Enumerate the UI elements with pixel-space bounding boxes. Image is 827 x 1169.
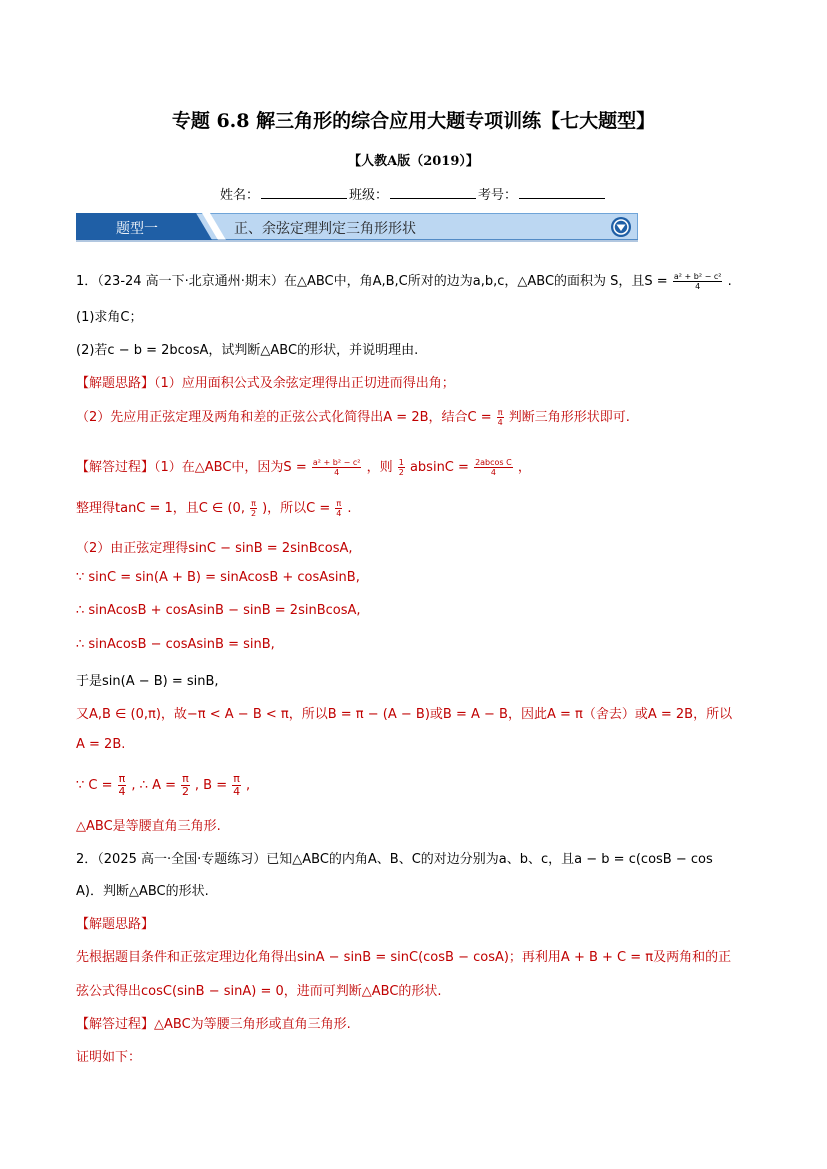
text: ，则 [366, 460, 393, 475]
q1-process-2 [76, 497, 352, 518]
q1-thought-1: 【解题思路】（1）应用面积公式及余弦定理得出正切进而得出角； [76, 376, 455, 391]
text: , B = [194, 778, 228, 793]
frac-num: π [118, 772, 126, 785]
q1-process-9: A = 2B. [76, 737, 126, 752]
text: , ∴ A = [131, 778, 177, 793]
frac-den: 4 [490, 468, 496, 477]
q1-process-8: 又A,B ∈ (0,π)，故−π < A − B < π，所以B = π − (A − B)或B = A − B，因此A = π（舍去）或A = 2B，所以 [76, 707, 733, 722]
class-blank[interactable] [390, 184, 476, 199]
text: 【解答过程】（1）在△ABC中，因为S = [76, 460, 307, 475]
exam-number-label: 考号： [478, 188, 518, 203]
q1-thought-2-fraction [497, 408, 504, 427]
frac-num: π [497, 408, 503, 417]
frac-num: π [233, 772, 240, 785]
exam-number-blank[interactable] [519, 184, 605, 199]
q1-stem-frac-num: a² + b² − c² [673, 272, 722, 281]
text: ∵ C = [76, 778, 113, 793]
q1-stem-fraction [673, 272, 723, 291]
name-label: 姓名： [220, 188, 260, 203]
text: 整理得tanC = 1，且C ∈ (0, [76, 501, 245, 516]
frac-num: 1 [398, 458, 404, 467]
q1-stem-end: . [727, 274, 732, 289]
q1-process-11: △ABC是等腰直角三角形. [76, 819, 221, 834]
q2-stem-2: A)．判断△ABC的形状. [76, 884, 209, 899]
edition-subtitle: 【人教A版（2019）】 [348, 154, 479, 169]
q1-process-5: ∴ sinAcosB + cosAsinB − sinB = 2sinBcosA, [76, 603, 361, 618]
q1-thought-2 [76, 406, 630, 427]
class-label: 班级： [349, 188, 389, 203]
frac-den: 2 [250, 509, 257, 518]
q1-thought-2-text-b: 判断三角形形状即可. [508, 410, 630, 425]
fraction [250, 499, 257, 518]
frac-den: 4 [336, 509, 342, 518]
fraction [335, 499, 342, 518]
text: ， [517, 460, 531, 475]
frac-num: π [336, 499, 342, 508]
q2-thought-2: 弦公式得出cosC(sinB − sinA) = 0，进而可判断△ABC的形状. [76, 984, 442, 999]
banner-type-label: 题型一 [116, 221, 158, 237]
frac-num: 2abcos C [475, 458, 512, 467]
fraction [181, 773, 190, 798]
fraction [474, 458, 513, 477]
q1-process-6: ∴ sinAcosB − cosAsinB = sinB, [76, 637, 275, 652]
text: absinC = [409, 460, 469, 475]
q1-process-7: 于是sin(A − B) = sinB, [76, 674, 219, 689]
q1-process-10 [76, 773, 250, 798]
name-blank[interactable] [261, 184, 347, 199]
question-type-banner [76, 213, 638, 242]
fraction [232, 773, 241, 798]
frac-num: π [182, 772, 189, 785]
page-title: 专题 6.8 解三角形的综合应用大题专项训练【七大题型】 [171, 110, 656, 132]
student-info-fields [220, 184, 607, 203]
q1-thought-2-text-a: （2）先应用正弦定理及两角和差的正弦公式化简得出A = 2B，结合C = [76, 410, 492, 425]
fraction [398, 458, 405, 477]
text: )，所以C = [262, 501, 331, 516]
text: , [246, 778, 251, 793]
frac-den: 4 [334, 468, 340, 477]
frac-den: 4 [118, 785, 126, 798]
q1-process-1 [76, 456, 531, 477]
q1-process-4: ∵ sinC = sin(A + B) = sinAcosB + cosAsinB, [76, 570, 360, 585]
q1-stem-frac-den: 4 [695, 282, 701, 291]
fraction [118, 773, 127, 798]
q2-process-2: 证明如下： [76, 1050, 142, 1065]
q1-stem-text: 1．（23-24 高一下·北京通州·期末）在△ABC中，角A,B,C所对的边为a,b,c，△ABC的面积为 S，且S = [76, 274, 668, 289]
frac-num: π [251, 499, 256, 508]
q2-thought-1: 先根据题目条件和正弦定理边化角得出sinA − sinB = sinC(cosB − cosA)；再利用A + B + C = π及两角和的正 [76, 950, 732, 965]
fraction [312, 458, 362, 477]
q2-stem-1: 2．（2025 高一·全国·专题练习）已知△ABC的内角A、B、C的对边分别为a、b、c，且a − b = c(cosB − cos [76, 852, 713, 867]
q1-part2: (2)若c − b = 2bcosA，试判断△ABC的形状，并说明理由. [76, 343, 419, 358]
q1-part1: (1)求角C； [76, 310, 143, 325]
frac-den: 2 [398, 468, 404, 477]
banner-topic-label: 正、余弦定理判定三角形形状 [234, 221, 416, 237]
frac-den: 4 [233, 785, 241, 798]
frac-num: a² + b² − c² [312, 458, 361, 467]
q2-process-1: 【解答过程】△ABC为等腰三角形或直角三角形. [76, 1017, 351, 1032]
q1-stem [76, 270, 732, 291]
frac-den: 4 [497, 418, 503, 427]
chevron-down-circle-icon[interactable] [610, 216, 632, 238]
frac-den: 2 [181, 785, 189, 798]
q2-thought-label: 【解题思路】 [76, 917, 155, 932]
q1-process-3: （2）由正弦定理得sinC − sinB = 2sinBcosA, [76, 541, 353, 556]
text: . [347, 501, 352, 516]
